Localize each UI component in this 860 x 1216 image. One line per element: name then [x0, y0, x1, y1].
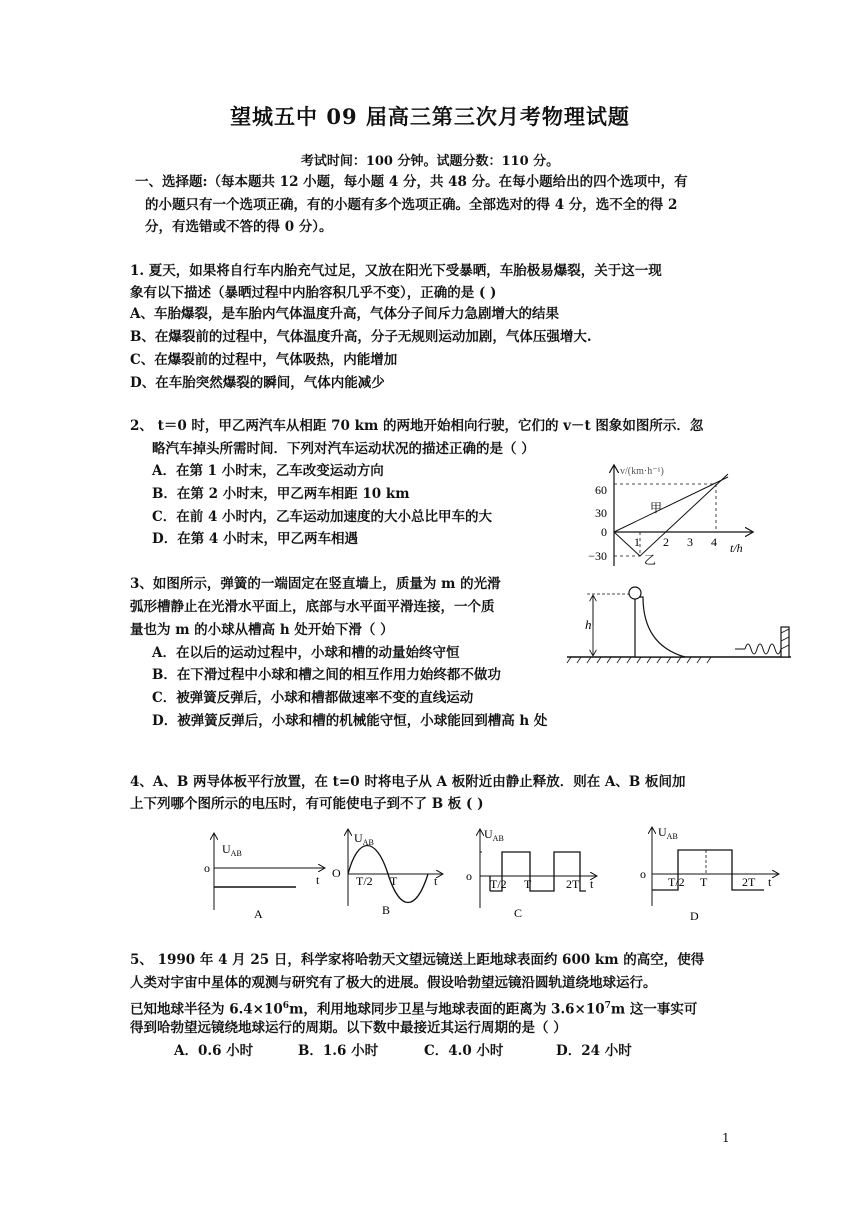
x-tick-3: 3: [687, 535, 693, 549]
q3-stem: 弧形槽静止在光滑水平面上，底部与水平面平滑连接，一个质: [130, 599, 495, 615]
q5-stem: 人类对宇宙中星体的观测与研究有了极大的进展。假设哈勃望远镜沿圆轨道绕地球运行。: [130, 975, 657, 991]
q5-stem: 得到哈勃望远镜绕地球运行的周期。以下数中最接近其运行周期的是（ ）: [130, 1020, 567, 1036]
q4b-tick-t: T: [390, 874, 398, 888]
q4b-y-label: $U_{AB}$: [354, 831, 374, 847]
q2-option-b: B．在第 2 小时末，甲乙两车相距 10 km: [152, 486, 410, 502]
q4c-tick-half: T/2: [490, 877, 507, 891]
q5-option-a: A．0.6 小时: [174, 1043, 254, 1059]
q4c-tick-2t: 2T: [566, 877, 580, 891]
y-axis-label: v/(km·h⁻¹): [620, 466, 664, 477]
ball: [629, 587, 641, 599]
q4-stem: 上下列哪个图所示的电压时，有可能使电子到不了 B 板 ( ): [130, 796, 484, 812]
q4d-tick-t: T: [700, 875, 708, 889]
exam-info: 考试时间：100 分钟。试题分数：110 分。: [300, 154, 560, 169]
q2-stem: 略汽车掉头所需时间．下列对汽车运动状况的描述正确的是（ ）: [152, 441, 535, 457]
wall: [781, 627, 789, 657]
q4c-tick-t: T: [524, 877, 532, 891]
q5-option-d: D．24 小时: [556, 1043, 632, 1059]
q3-option-a: A．在以后的运动过程中，小球和槽的动量始终守恒: [152, 645, 460, 661]
q4d-origin: o: [640, 867, 646, 881]
q4a-t: t: [316, 873, 320, 887]
q1-stem: 象有以下描述（暴晒过程中内胎容积几乎不变），正确的是 ( ): [130, 285, 497, 301]
q3-option-d: D．被弹簧反弹后，小球和槽的机械能守恒，小球能回到槽高 h 处: [152, 713, 548, 729]
q5-option-c: C．4.0 小时: [424, 1043, 504, 1059]
q3-stem: 量也为 m 的小球从槽高 h 处开始下滑（ ）: [130, 622, 394, 638]
q3-option-c: C．被弹簧反弹后，小球和槽都做速率不变的直线运动: [152, 690, 474, 706]
q4-graph-a: [200, 828, 330, 923]
q3-h-label: h: [585, 617, 592, 632]
section-instructions: 的小题只有一个选项正确，有的小题有多个选项正确。全部选对的得 4 分，选不全的得 2: [145, 197, 678, 213]
page-number: 1: [722, 1131, 730, 1145]
q1-option-a: A、车胎爆裂，是车胎内气体温度升高，气体分子间斥力急剧增大的结果: [130, 306, 559, 322]
q4-graph-b: [330, 826, 448, 921]
q4a-y-label: $U_{AB}$: [222, 842, 242, 858]
y-tick-neg30: −30: [588, 549, 607, 563]
q1-option-c: C、在爆裂前的过程中，气体吸热，内能增加: [130, 352, 398, 368]
q3-option-b: B．在下滑过程中小球和槽之间的相互作用力始终都不做功: [152, 667, 501, 683]
q2-option-a: A．在第 1 小时末，乙车改变运动方向: [152, 463, 384, 479]
x-tick-4: 4: [711, 535, 717, 549]
q5-stem-data: 已知地球半径为 $6.4\times 10^6m$，利用地球同步卫星与地球表面的距离为 $3.6\times 10^7m$ 这一事实可: [130, 1001, 698, 1018]
series-jia-label: 甲: [650, 501, 663, 515]
x-axis-label: t/h: [730, 541, 743, 555]
section-heading: 一、选择题:（每本题共 12 小题，每小题 4 分，共 48 分。在每小题给出的四个选项中，有: [135, 174, 688, 190]
q4b-t: t: [434, 874, 438, 888]
q4c-label: C: [514, 906, 523, 920]
y-tick-0: 0: [601, 525, 607, 539]
page-title: 望城五中 09 届高三第三次月考物理试题: [230, 104, 630, 129]
q4-graph-d: [636, 824, 786, 924]
q2-option-d: D．在第 4 小时末，甲乙两车相遇: [152, 531, 358, 547]
q3-stem: 3、如图所示，弹簧的一端固定在竖直墙上，质量为 m 的光滑: [130, 576, 501, 592]
q1-option-d: D、在车胎突然爆裂的瞬间，气体内能减少: [130, 375, 385, 391]
q4d-tick-2t: 2T: [742, 875, 756, 889]
q2-stem: 2、 t＝0 时，甲乙两汽车从相距 70 km 的两地开始相向行驶，它们的 v－t 图象如图所示．忽: [130, 418, 704, 434]
series-yi-label: 乙: [644, 553, 657, 567]
q5-option-b: B．1.6 小时: [298, 1043, 379, 1059]
q4d-tick-half: T/2: [668, 875, 685, 889]
y-tick-60: 60: [595, 483, 607, 497]
x-tick-2: 2: [663, 535, 669, 549]
q4c-y-label: $U_{AB}$: [484, 827, 504, 843]
spring: [745, 644, 781, 654]
q4a-label: A: [254, 907, 263, 921]
q2-option-c: C．在前 4 小时内，乙车运动加速度的大小总比甲车的大: [152, 509, 493, 525]
q4-stem: 4、A、B 两导体板平行放置，在 t=0 时将电子从 A 板附近由静止释放．则在 A、B 板间加: [130, 774, 686, 790]
q4a-origin: o: [204, 861, 210, 875]
q4b-origin: O: [332, 866, 341, 880]
q1-stem: 1. 夏天，如果将自行车内胎充气过足，又放在阳光下受暴晒，车胎极易爆裂，关于这一现: [130, 263, 662, 279]
section-instructions: 分，有选错或不答的得 0 分）。: [145, 219, 333, 235]
q4c-t: t: [590, 877, 594, 891]
q3-figure: [565, 585, 795, 665]
q5-stem: 5、 1990 年 4 月 25 日，科学家将哈勃天文望远镜送上距地球表面约 600 km 的高空，使得: [130, 952, 705, 968]
q4b-tick-half: T/2: [356, 874, 373, 888]
q4d-t: t: [768, 875, 772, 889]
q4-graph-c: [462, 826, 602, 921]
q4d-label: D: [690, 909, 699, 923]
q4c-origin: o: [466, 869, 472, 883]
x-tick-1: 1: [634, 535, 640, 549]
q2-vt-graph: [580, 462, 760, 572]
q4b-label: B: [382, 903, 391, 917]
q1-option-b: B、在爆裂前的过程中，气体温度升高，分子无规则运动加剧，气体压强增大.: [130, 329, 592, 345]
y-tick-30: 30: [595, 506, 607, 520]
q4d-y-label: $U_{AB}$: [658, 825, 678, 841]
